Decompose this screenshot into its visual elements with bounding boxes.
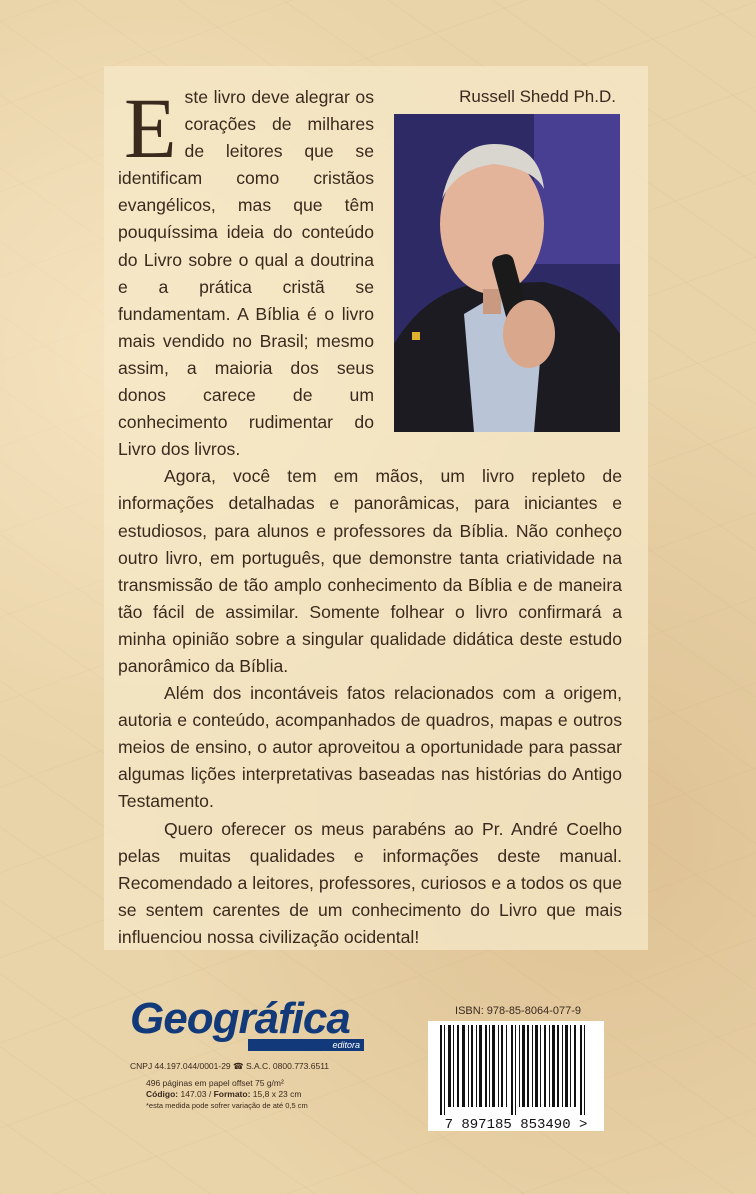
barcode-block: [428, 1005, 608, 1131]
paragraph-4: Quero oferecer os meus parabéns ao Pr. André Coelho pelas muitas qualidades e informações deste manual. Recomendado a leitores, professores, curiosos e a todos os que se sentem carentes de um conhecimento do Livro que mais influenciou nossa civilização ocidental!: [118, 818, 622, 947]
dropcap: E: [124, 80, 177, 176]
format-value: 15,8 x 23 cm: [252, 1089, 302, 1099]
barcode-bars: [428, 1021, 604, 1115]
paragraph-2: Agora, você tem em mãos, um livro repleto de informações detalhadas e panorâmicas, para iniciantes e estudiosos, para alunos e professores da Bíblia. Não conheço outro livro, em português, que demonstre tanta criatividade na transmissão de tão amplo conhecimento da Bíblia e de maneira tão fácil de assimilar. Somente folhear o livro confirmará a minha opinião sobre a singular qualidade didática deste estudo panorâmico da Bíblia.: [118, 466, 622, 676]
paragraph-1: ste livro deve alegrar os corações de milhares de leitores que se identificam como cristãos evangélicos, mas que têm pouquíssima ideia do conteúdo do Livro sobre o qual a doutrina e a prática cristã se fundamentam. A Bíblia é o livro mais vendido no Brasil; mesmo assim, a maioria dos seus donos carece de um conhecimento rudimentar do Livro dos livros.: [118, 87, 374, 460]
author-name: Russell Shedd Ph.D.: [459, 87, 616, 106]
page-info: 496 páginas em papel offset 75 g/m²: [146, 1078, 284, 1088]
publisher-logo: Geográfica: [130, 994, 350, 1043]
size-note: *esta medida pode sofrer variação de até 0,5 cm: [146, 1101, 308, 1110]
author-column: [386, 84, 622, 432]
format-label: Formato:: [213, 1089, 251, 1099]
sac: S.A.C. 0800.773.6511: [246, 1061, 330, 1071]
author-photo: [394, 114, 620, 432]
code-label: Código:: [146, 1089, 179, 1099]
barcode-number: 7 897185 853490 >: [444, 1117, 588, 1133]
cnpj: CNPJ 44.197.044/0001-29: [130, 1061, 231, 1071]
contact-line: [130, 1061, 380, 1072]
paragraph-3: Além dos incontáveis fatos relacionados com a origem, autoria e conteúdo, acompanhados de quadros, mapas e outros meios de ensino, o autor aproveitou a oportunidade para passar algumas lições interpretativas baseadas nas histórias do Antigo Testamento.: [118, 683, 622, 812]
code-value: 147.03: [180, 1089, 207, 1099]
isbn: ISBN: 978-85-8064-077-9: [455, 1005, 581, 1017]
phone-icon: ☎: [233, 1061, 244, 1071]
review-text: [118, 80, 622, 951]
code-format-line: Código: 147.03 / Formato: 15,8 x 23 cm: [146, 1089, 302, 1099]
publisher-logo-sub: editora: [248, 1039, 364, 1051]
publisher-block: [130, 995, 380, 1111]
barcode: [428, 1021, 604, 1131]
